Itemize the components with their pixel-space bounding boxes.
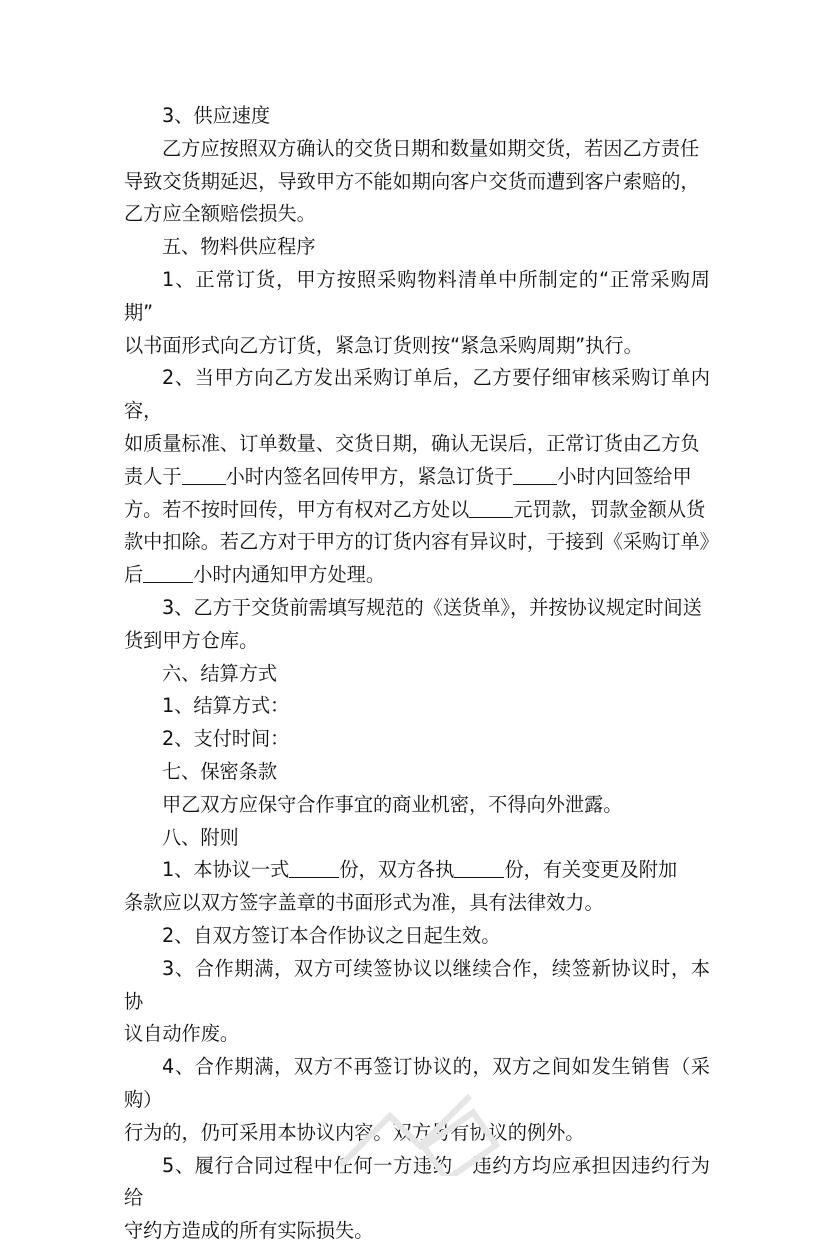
text-line: 五、物料供应程序 xyxy=(162,235,316,259)
text-fragment: 小时内通知甲方处理。 xyxy=(193,563,386,587)
text-line: 七、保密条款 xyxy=(162,759,278,783)
document-body xyxy=(124,100,719,1248)
paragraph-payment-time xyxy=(124,723,710,756)
text-fragment: 1、本协议一式 xyxy=(162,858,290,882)
paragraph-breach xyxy=(124,1150,710,1248)
paragraph-delivery-note xyxy=(124,592,710,658)
text-line: 导致交货期延迟，导致甲方不能如期向客户交货而遭到客户索赔的， xyxy=(124,169,700,193)
paragraph-copies xyxy=(124,854,710,920)
text-line: 如质量标准、订单数量、交货日期，确认无误后，正常订货由乙方负 xyxy=(124,431,700,455)
paragraph-no-renewal xyxy=(124,1051,710,1149)
paragraph-normal-order xyxy=(124,264,710,362)
text-line: 八、附则 xyxy=(162,825,239,849)
text-line-with-blanks xyxy=(124,854,710,887)
fill-in-blank[interactable] xyxy=(469,497,513,518)
text-line: 条款应以双方签字盖章的书面形式为准，具有法律效力。 xyxy=(124,891,604,915)
text-line: 货到甲方仓库。 xyxy=(124,628,259,652)
section-supply-speed-heading xyxy=(124,100,710,133)
text-line: 乙方应按照双方确认的交货日期和数量如期交货，若因乙方责任 xyxy=(162,136,700,160)
fill-in-blank[interactable] xyxy=(289,857,339,878)
paragraph-purchase-order-review xyxy=(124,362,719,592)
text-fragment: 份，双方各执 xyxy=(339,858,455,882)
text-line: 议自动作废。 xyxy=(124,1022,240,1046)
text-line-with-blanks xyxy=(124,461,710,494)
text-line: 2、当甲方向乙方发出采购订单后，乙方要仔细审核采购订单内容， xyxy=(124,366,710,423)
text-line-with-blanks xyxy=(124,559,710,592)
paragraph-renewal xyxy=(124,953,710,1051)
text-fragment: 责人于 xyxy=(124,464,182,488)
paragraph-confidentiality xyxy=(124,789,710,822)
paragraph-supply-speed xyxy=(124,133,710,231)
fill-in-blank[interactable] xyxy=(143,562,193,583)
text-line: 1、结算方式： xyxy=(162,694,290,718)
text-line: 2、支付时间： xyxy=(162,727,290,751)
fill-in-blank[interactable] xyxy=(513,464,557,485)
text-fragment: 元罚款，罚款金额从货 xyxy=(513,497,706,521)
paragraph-settlement-method xyxy=(124,690,710,723)
text-line: 3、合作期满，双方可续签协议以继续合作，续签新协议时，本协 xyxy=(124,956,710,1013)
text-fragment: 份，有关变更及附加 xyxy=(504,858,678,882)
text-line: 3、乙方于交货前需填写规范的《送货单》，并按协议规定时间送 xyxy=(162,595,702,619)
text-line: 3、供应速度 xyxy=(162,104,271,127)
text-line: 六、结算方式 xyxy=(162,661,278,685)
text-line: 1、正常订货，甲方按照采购物料清单中所制定的“正常采购周期” xyxy=(124,267,710,324)
text-fragment: 小时内签名回传甲方，紧急订货于 xyxy=(225,464,514,488)
text-fragment: 小时内回签给甲 xyxy=(557,464,692,488)
text-line: 以书面形式向乙方订货，紧急订货则按“紧急采购周期”执行。 xyxy=(124,333,643,357)
text-line: 4、合作期满，双方不再签订协议的，双方之间如发生销售（采购） xyxy=(124,1055,710,1111)
fill-in-blank[interactable] xyxy=(182,464,226,485)
text-line: 款中扣除。若乙方对于甲方的订货内容有异议时，于接到《采购订单》 xyxy=(124,530,719,554)
section-five-heading xyxy=(124,231,710,264)
text-line: 5、履行合同过程中任何一方违约，违约方均应承担因违约行为给 xyxy=(124,1153,710,1210)
text-fragment: 后 xyxy=(124,563,144,587)
text-line: 行为的，仍可采用本协议内容。双方另有协议的例外。 xyxy=(124,1120,585,1144)
text-line: 乙方应全额赔偿损失。 xyxy=(124,202,316,226)
fill-in-blank[interactable] xyxy=(454,857,504,878)
text-line: 甲乙双方应保守合作事宜的商业机密，不得向外泄露。 xyxy=(162,792,623,816)
section-eight-heading xyxy=(124,822,710,855)
section-seven-heading xyxy=(124,756,710,789)
text-fragment: 方。若不按时回传，甲方有权对乙方处以 xyxy=(124,497,470,521)
text-line: 2、自双方签订本合作协议之日起生效。 xyxy=(162,923,501,947)
text-line-with-blanks xyxy=(124,494,710,527)
section-six-heading xyxy=(124,658,710,691)
text-line: 守约方造成的所有实际损失。 xyxy=(124,1219,374,1243)
paragraph-effective-date xyxy=(124,920,710,953)
